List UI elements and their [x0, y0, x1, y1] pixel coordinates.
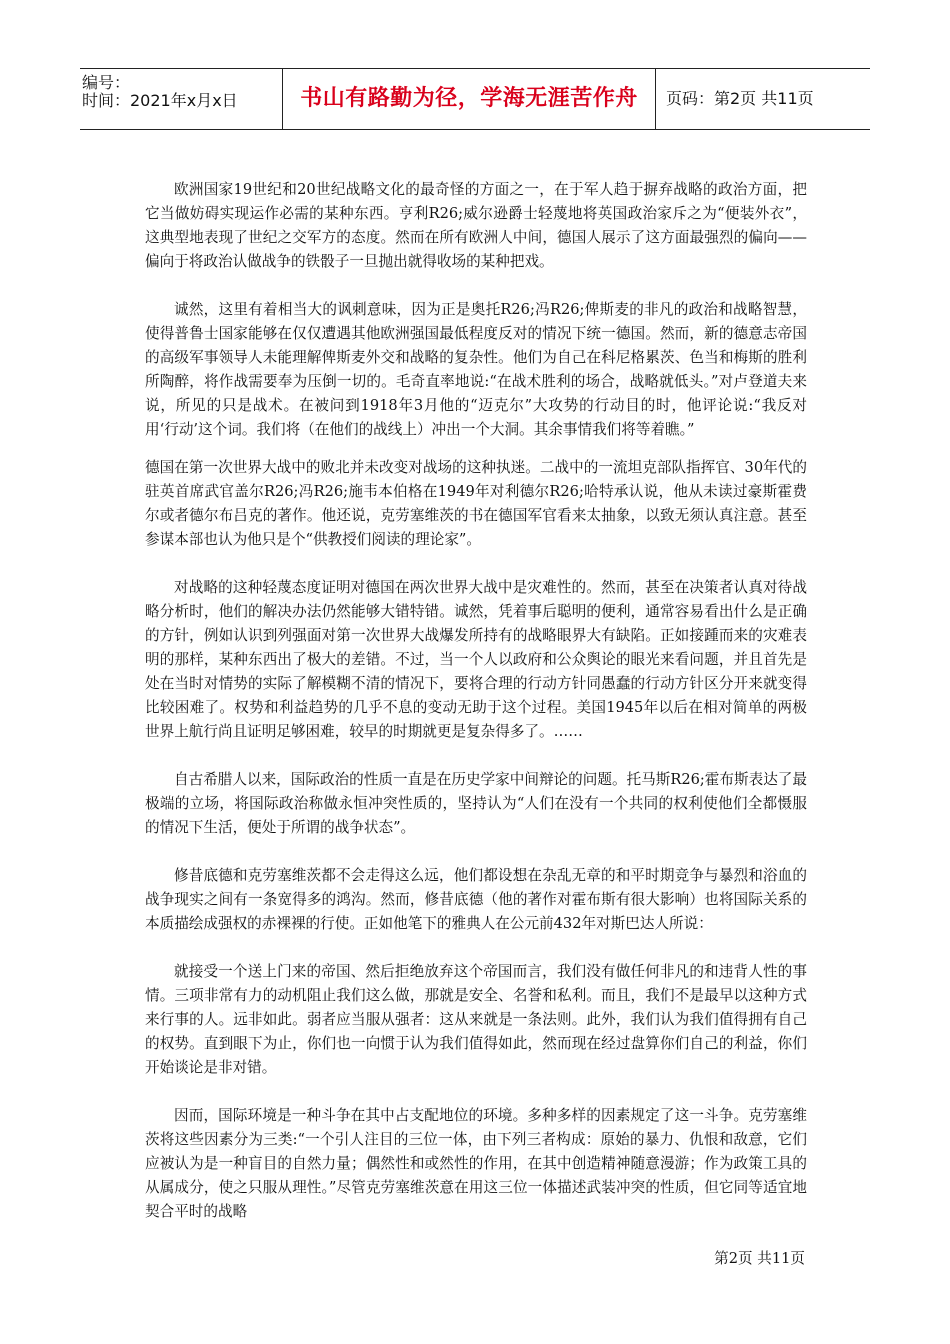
paragraph: 自古希腊人以来，国际政治的性质一直是在历史学家中间辩论的问题。托马斯R26;霍布斯表达了最极端的立场，将国际政治称做永恒冲突性质的，坚持认为“人们在没有一个共同的权利使他们全都慑服的情况下生活，便处于所谓的战争状态”。 [145, 771, 807, 836]
block-quote: 就接受一个送上门来的帝国、然后拒绝放弃这个帝国而言，我们没有做任何非凡的和违背人性的事情。三项非常有力的动机阻止我们这么做，那就是安全、名誉和私利。而且，我们不是最早以这种方式来行事的人。远非如此。弱者应当服从强者：这从来就是一条法则。此外，我们认为我们值得拥有自己的权势。直到眼下为止，你们也一向惯于认为我们值得如此，然而现在经过盘算你们自己的利益，你们开始谈论是非对错。 [145, 963, 807, 1076]
header-motto: 书山有路勤为径，学海无涯苦作舟 [282, 69, 656, 129]
document-date-label: 时间：2021年x月x日 [82, 91, 238, 110]
page-footer: 第2页 共11页 [714, 1250, 805, 1267]
paragraph: 因而，国际环境是一种斗争在其中占支配地位的环境。多种多样的因素规定了这一斗争。克劳塞维茨将这些因素分为三类:“一个引人注目的三位一体，由下列三者构成：原始的暴力、仇恨和敌意，它们应被认为是一种盲目的自然力量；偶然性和或然性的作用，在其中创造精神随意漫游；作为政策工具的从属成分，使之只服从理性。”尽管克劳塞维茨意在用这三位一体描述武装冲突的性质，但它同等适宜地契合平时的战略 [145, 1107, 807, 1220]
header-page-number: 页码：第2页 共11页 [666, 89, 814, 108]
paragraph: 欧洲国家19世纪和20世纪战略文化的最奇怪的方面之一，在于军人趋于摒弃战略的政治方面，把它当做妨碍实现运作必需的某种东西。亨利R26;威尔逊爵士轻蔑地将英国政治家斥之为“便装外衣”，这典型地表现了世纪之交军方的态度。然而在所有欧洲人中间，德国人展示了这方面最强烈的偏向——偏向于将政治认做战争的铁骰子一旦抛出就得收场的某种把戏。 [145, 181, 807, 270]
paragraph: 德国在第一次世界大战中的败北并未改变对战场的这种执迷。二战中的一流坦克部队指挥官、30年代的驻英首席武官盖尔R26;冯R26;施韦本伯格在1949年对利德尔R26;哈特承认说，他从未读过豪斯霍费尔或者德尔布吕克的著作。他还说，克劳塞维茨的书在德国军官看来太抽象，以致无须认真注意。甚至参谋本部也认为他只是个“供教授们阅读的理论家”。 [145, 459, 807, 548]
paragraph: 诚然，这里有着相当大的讽刺意味，因为正是奥托R26;冯R26;俾斯麦的非凡的政治和战略智慧，使得普鲁士国家能够在仅仅遭遇其他欧洲强国最低程度反对的情况下统一德国。然而，新的德意志帝国的高级军事领导人未能理解俾斯麦外交和战略的复杂性。他们为自己在科尼格累茨、色当和梅斯的胜利所陶醉，将作战需要奉为压倒一切的。毛奇直率地说:“在战术胜利的场合，战略就低头。”对卢登道夫来说，所见的只是战术。在被问到1918年3月他的“迈克尔”大攻势的行动目的时，他评论说:“我反对用‘行动’这个词。我们将（在他们的战线上）冲出一个大洞。其余事情我们将等着瞧。” [145, 301, 807, 438]
paragraph: 对战略的这种轻蔑态度证明对德国在两次世界大战中是灾难性的。然而，甚至在决策者认真对待战略分析时，他们的解决办法仍然能够大错特错。诚然，凭着事后聪明的便利，通常容易看出什么是正确的方针，例如认识到列强面对第一次世界大战爆发所持有的战略眼界大有缺陷。正如接踵而来的灾难表明的那样，某种东西出了极大的差错。不过，当一个人以政府和公众舆论的眼光来看问题，并且首先是处在当时对情势的实际了解模糊不清的情况下，要将合理的行动方针同愚蠢的行动方针区分开来就变得比较困难了。权势和利益趋势的几乎不息的变动无助于这个过程。美国1945年以后在相对简单的两极世界上航行尚且证明足够困难，较早的时期就更是复杂得多了。…… [145, 579, 807, 740]
paragraph: 修昔底德和克劳塞维茨都不会走得这么远，他们都设想在杂乱无章的和平时期竞争与暴烈和浴血的战争现实之间有一条宽得多的鸿沟。然而，修昔底德（他的著作对霍布斯有很大影响）也将国际关系的本质描绘成强权的赤裸裸的行使。正如他笔下的雅典人在公元前432年对斯巴达人所说： [145, 867, 807, 932]
document-number-label: 编号： [82, 73, 131, 92]
header-meta [80, 69, 282, 129]
page-header [80, 68, 870, 130]
document-body [145, 178, 807, 1248]
